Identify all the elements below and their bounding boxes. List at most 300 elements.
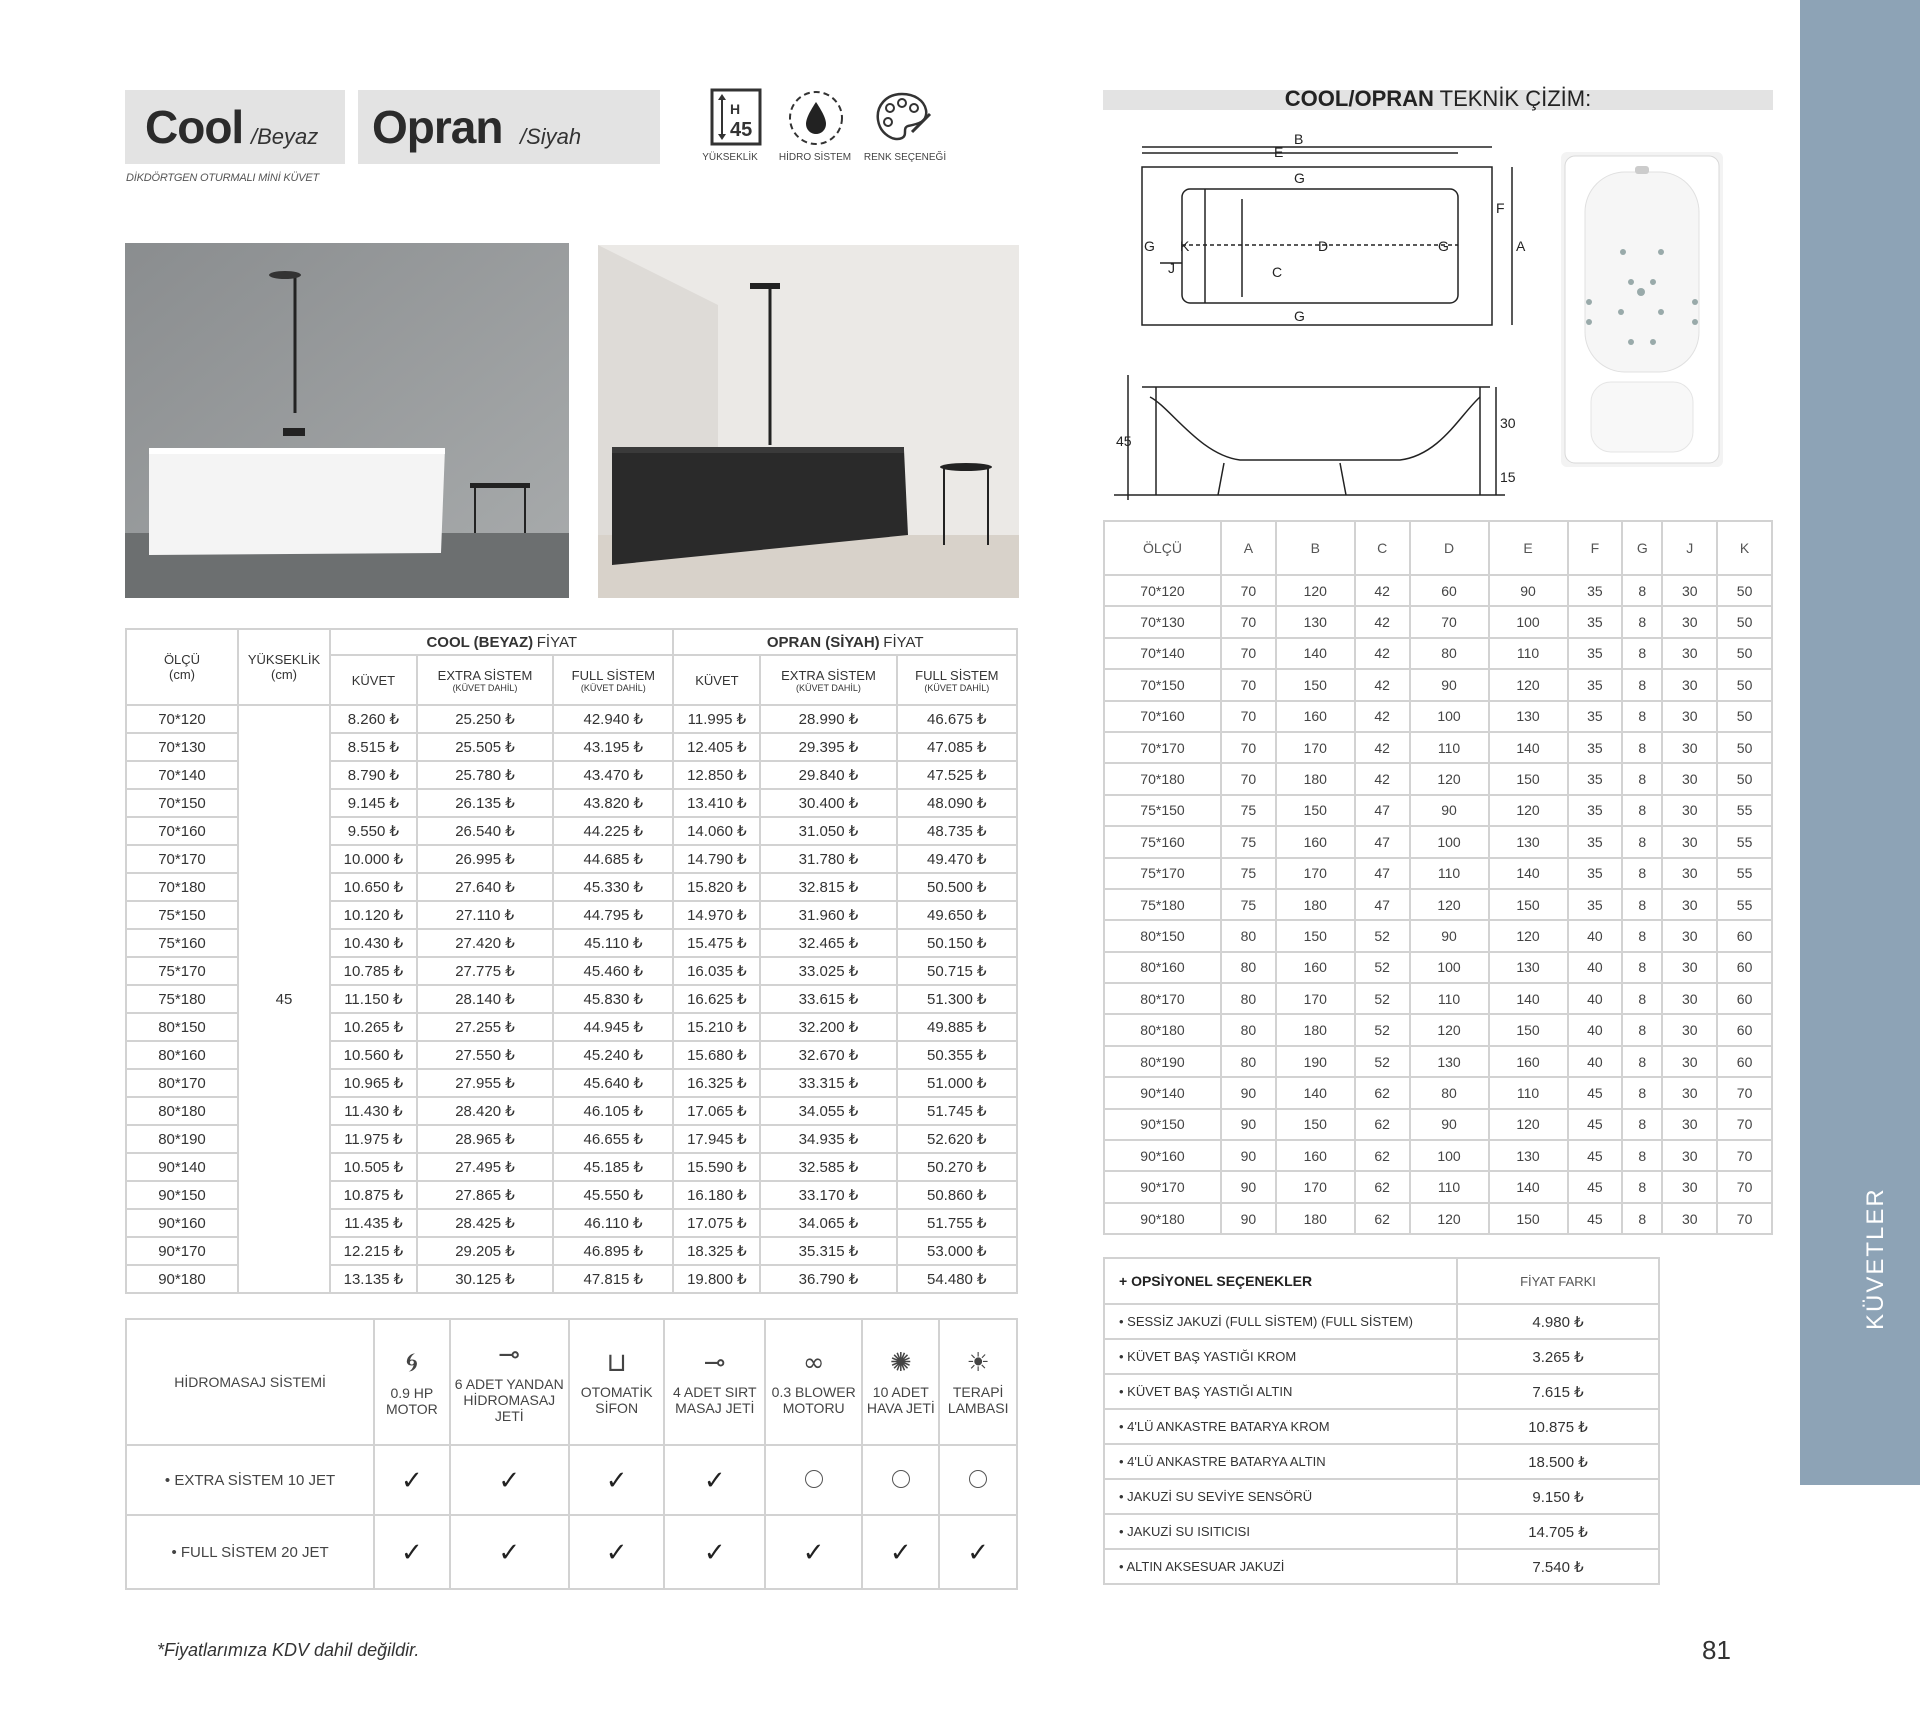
dimension-cell: 47 xyxy=(1355,889,1410,920)
price-cell: 26.540 ₺ xyxy=(417,817,553,845)
price-cell: 42.940 ₺ xyxy=(553,705,673,733)
svg-text:H: H xyxy=(730,101,741,117)
size-cell: 70*130 xyxy=(126,733,238,761)
price-cell: 27.775 ₺ xyxy=(417,957,553,985)
price-cell: 10.265 ₺ xyxy=(330,1013,417,1041)
option-label: • SESSİZ JAKUZİ (FULL SİSTEM) (FULL SİSTEM) xyxy=(1104,1304,1457,1339)
dimension-cell: 120 xyxy=(1489,669,1568,700)
dimension-cell: 120 xyxy=(1489,920,1568,951)
price-cell: 46.655 ₺ xyxy=(553,1125,673,1153)
dimension-cell: 45 xyxy=(1568,1109,1623,1140)
tech-header-cell: ÖLÇÜ xyxy=(1104,521,1221,575)
table-row xyxy=(1104,826,1772,857)
table-row xyxy=(1104,952,1772,983)
dimension-cell: 42 xyxy=(1355,701,1410,732)
dimension-cell: 140 xyxy=(1489,1171,1568,1202)
hydro-row-label: • FULL SİSTEM 20 JET xyxy=(126,1515,374,1589)
option-label: • KÜVET BAŞ YASTIĞI ALTIN xyxy=(1104,1374,1457,1409)
price-cell: 32.670 ₺ xyxy=(760,1041,896,1069)
price-cell: 34.935 ₺ xyxy=(760,1125,896,1153)
dimension-cell: 70 xyxy=(1717,1171,1772,1202)
technical-dimensions-table xyxy=(1103,520,1773,1235)
price-cell: 27.640 ₺ xyxy=(417,873,553,901)
option-row xyxy=(1104,1479,1659,1514)
dimension-cell: 60 xyxy=(1717,1046,1772,1077)
dimension-cell: 80 xyxy=(1221,952,1276,983)
dimension-cell: 150 xyxy=(1489,889,1568,920)
size-cell: 90*150 xyxy=(1104,1109,1221,1140)
dimension-cell: 120 xyxy=(1276,575,1355,606)
dimension-cell: 30 xyxy=(1662,701,1717,732)
option-price: 3.265 ₺ xyxy=(1457,1339,1659,1374)
dimension-cell: 120 xyxy=(1410,1014,1489,1045)
price-cell: 46.105 ₺ xyxy=(553,1097,673,1125)
dimension-cell: 100 xyxy=(1410,701,1489,732)
price-cell: 13.410 ₺ xyxy=(673,789,760,817)
price-cell: 44.795 ₺ xyxy=(553,901,673,929)
sub-header-kuvet: KÜVET xyxy=(673,655,760,705)
price-cell: 45.330 ₺ xyxy=(553,873,673,901)
table-row xyxy=(1104,638,1772,669)
dimension-cell: 110 xyxy=(1410,732,1489,763)
motor-swirl-icon: 🌀︎ xyxy=(405,1347,418,1378)
price-cell: 10.430 ₺ xyxy=(330,929,417,957)
dimension-cell: 75 xyxy=(1221,889,1276,920)
dimension-cell: 35 xyxy=(1568,606,1623,637)
dimension-cell: 8 xyxy=(1622,1046,1662,1077)
cool-white-bathtub-photo xyxy=(125,243,569,598)
dimension-cell: 90 xyxy=(1489,575,1568,606)
feature-label-height: YÜKSEKLİK xyxy=(702,152,758,163)
size-cell: 90*140 xyxy=(1104,1077,1221,1108)
tech-header-cell: D xyxy=(1410,521,1489,575)
price-cell: 8.515 ₺ xyxy=(330,733,417,761)
dimension-cell: 35 xyxy=(1568,575,1623,606)
price-cell: 10.965 ₺ xyxy=(330,1069,417,1097)
vat-footnote: *Fiyatlarımıza KDV dahil değildir. xyxy=(157,1640,420,1660)
dimension-cell: 90 xyxy=(1221,1077,1276,1108)
size-cell: 90*140 xyxy=(126,1153,238,1181)
check-icon: ✓ xyxy=(664,1445,765,1515)
dimension-cell: 190 xyxy=(1276,1046,1355,1077)
dimension-cell: 30 xyxy=(1662,1046,1717,1077)
price-cell: 16.625 ₺ xyxy=(673,985,760,1013)
dimension-cell: 35 xyxy=(1568,858,1623,889)
tech-header-cell: A xyxy=(1221,521,1276,575)
dimension-cell: 120 xyxy=(1410,889,1489,920)
price-cell: 46.110 ₺ xyxy=(553,1209,673,1237)
dimension-cell: 30 xyxy=(1662,983,1717,1014)
price-cell: 10.120 ₺ xyxy=(330,901,417,929)
dimension-cell: 40 xyxy=(1568,952,1623,983)
dimension-cell: 50 xyxy=(1717,732,1772,763)
check-icon: ✓ xyxy=(862,1515,939,1589)
dimension-cell: 170 xyxy=(1276,732,1355,763)
dimension-cell: 62 xyxy=(1355,1077,1410,1108)
price-cell: 51.745 ₺ xyxy=(897,1097,1017,1125)
sub-header-extra: EXTRA SİSTEM (KÜVET DAHİL) xyxy=(417,655,553,705)
option-row xyxy=(1104,1374,1659,1409)
table-row xyxy=(1104,763,1772,794)
dimension-cell: 8 xyxy=(1622,638,1662,669)
price-cell: 45.460 ₺ xyxy=(553,957,673,985)
price-cell: 53.000 ₺ xyxy=(897,1237,1017,1265)
size-cell: 70*150 xyxy=(126,789,238,817)
dimension-cell: 40 xyxy=(1568,920,1623,951)
option-price: 7.540 ₺ xyxy=(1457,1549,1659,1584)
price-cell: 32.200 ₺ xyxy=(760,1013,896,1041)
svg-text:E: E xyxy=(1274,144,1284,160)
dimension-cell: 140 xyxy=(1276,638,1355,669)
dimension-cell: 70 xyxy=(1221,732,1276,763)
price-cell: 9.550 ₺ xyxy=(330,817,417,845)
dimension-cell: 50 xyxy=(1717,575,1772,606)
price-cell: 44.945 ₺ xyxy=(553,1013,673,1041)
dimension-cell: 30 xyxy=(1662,669,1717,700)
price-cell: 54.480 ₺ xyxy=(897,1265,1017,1293)
size-cell: 90*170 xyxy=(1104,1171,1221,1202)
price-cell: 28.990 ₺ xyxy=(760,705,896,733)
dimension-cell: 90 xyxy=(1221,1109,1276,1140)
dimension-cell: 30 xyxy=(1662,638,1717,669)
dimension-cell: 130 xyxy=(1489,826,1568,857)
dimension-cell: 35 xyxy=(1568,763,1623,794)
size-cell: 75*180 xyxy=(1104,889,1221,920)
dimension-cell: 180 xyxy=(1276,1014,1355,1045)
price-cell: 27.110 ₺ xyxy=(417,901,553,929)
dimension-cell: 45 xyxy=(1568,1077,1623,1108)
price-cell: 50.860 ₺ xyxy=(897,1181,1017,1209)
tech-header-cell: G xyxy=(1622,521,1662,575)
dimension-cell: 150 xyxy=(1276,669,1355,700)
size-cell: 70*170 xyxy=(126,845,238,873)
check-icon: ✓ xyxy=(939,1515,1017,1589)
svg-text:G: G xyxy=(1438,238,1449,254)
dimension-cell: 30 xyxy=(1662,1109,1717,1140)
svg-text:15: 15 xyxy=(1500,469,1516,485)
size-cell: 70*180 xyxy=(126,873,238,901)
price-cell: 15.475 ₺ xyxy=(673,929,760,957)
price-cell: 49.650 ₺ xyxy=(897,901,1017,929)
price-cell: 48.090 ₺ xyxy=(897,789,1017,817)
table-row xyxy=(1104,1203,1772,1234)
dimension-cell: 130 xyxy=(1489,952,1568,983)
dimension-cell: 52 xyxy=(1355,920,1410,951)
dimension-cell: 8 xyxy=(1622,858,1662,889)
tech-header-cell: C xyxy=(1355,521,1410,575)
price-cell: 27.495 ₺ xyxy=(417,1153,553,1181)
size-cell: 75*150 xyxy=(126,901,238,929)
table-row xyxy=(1104,732,1772,763)
dimension-cell: 30 xyxy=(1662,1014,1717,1045)
hydro-feature: ⊔ OTOMATİK SİFON xyxy=(569,1319,664,1445)
price-cell: 32.585 ₺ xyxy=(760,1153,896,1181)
price-cell: 46.675 ₺ xyxy=(897,705,1017,733)
dimension-cell: 35 xyxy=(1568,638,1623,669)
dimension-cell: 42 xyxy=(1355,763,1410,794)
sub-header-kuvet: KÜVET xyxy=(330,655,417,705)
option-row xyxy=(1104,1409,1659,1444)
check-icon: ✓ xyxy=(569,1515,664,1589)
dimension-cell: 170 xyxy=(1276,858,1355,889)
table-row xyxy=(1104,1171,1772,1202)
table-row xyxy=(1104,1077,1772,1108)
dimension-cell: 8 xyxy=(1622,1171,1662,1202)
category-label: KÜVETLER xyxy=(1862,1187,1889,1330)
price-cell: 15.590 ₺ xyxy=(673,1153,760,1181)
dimension-cell: 30 xyxy=(1662,1140,1717,1171)
dimension-cell: 30 xyxy=(1662,606,1717,637)
price-cell: 51.000 ₺ xyxy=(897,1069,1017,1097)
dimension-cell: 42 xyxy=(1355,669,1410,700)
price-cell: 49.470 ₺ xyxy=(897,845,1017,873)
dimension-cell: 80 xyxy=(1410,1077,1489,1108)
technical-drawing xyxy=(1100,125,1526,500)
price-cell: 34.055 ₺ xyxy=(760,1097,896,1125)
option-price: 18.500 ₺ xyxy=(1457,1444,1659,1479)
price-cell: 48.735 ₺ xyxy=(897,817,1017,845)
price-cell: 52.620 ₺ xyxy=(897,1125,1017,1153)
price-cell: 30.125 ₺ xyxy=(417,1265,553,1293)
price-cell: 15.680 ₺ xyxy=(673,1041,760,1069)
dimension-cell: 8 xyxy=(1622,983,1662,1014)
dimension-cell: 70 xyxy=(1221,638,1276,669)
price-cell: 12.850 ₺ xyxy=(673,761,760,789)
dimension-cell: 52 xyxy=(1355,952,1410,983)
dimension-cell: 30 xyxy=(1662,795,1717,826)
price-cell: 47.525 ₺ xyxy=(897,761,1017,789)
dimension-cell: 160 xyxy=(1276,701,1355,732)
price-cell: 14.060 ₺ xyxy=(673,817,760,845)
table-row xyxy=(1104,1014,1772,1045)
size-cell: 70*140 xyxy=(126,761,238,789)
hydro-row-label: • EXTRA SİSTEM 10 JET xyxy=(126,1445,374,1515)
dimension-cell: 70 xyxy=(1410,606,1489,637)
option-label: • JAKUZİ SU SEVİYE SENSÖRÜ xyxy=(1104,1479,1457,1514)
hydro-row xyxy=(126,1445,1017,1515)
hydromassage-table xyxy=(125,1318,1018,1590)
dimension-cell: 47 xyxy=(1355,795,1410,826)
svg-text:J: J xyxy=(1168,260,1175,276)
empty-circle-icon xyxy=(862,1445,939,1515)
price-cell: 18.325 ₺ xyxy=(673,1237,760,1265)
price-cell: 45.240 ₺ xyxy=(553,1041,673,1069)
price-cell: 27.550 ₺ xyxy=(417,1041,553,1069)
dimension-cell: 30 xyxy=(1662,763,1717,794)
price-cell: 27.255 ₺ xyxy=(417,1013,553,1041)
price-cell: 27.955 ₺ xyxy=(417,1069,553,1097)
dimension-cell: 35 xyxy=(1568,669,1623,700)
side-jet-icon: ⊸ xyxy=(498,1340,521,1370)
hydro-feature: ⊸ 4 ADET SIRT MASAJ JETİ xyxy=(664,1319,765,1445)
size-cell: 70*120 xyxy=(126,705,238,733)
size-cell: 80*150 xyxy=(1104,920,1221,951)
price-header-cool: COOL (BEYAZ) FİYAT xyxy=(330,629,673,655)
dimension-cell: 8 xyxy=(1622,1109,1662,1140)
price-cell: 50.500 ₺ xyxy=(897,873,1017,901)
price-cell: 16.180 ₺ xyxy=(673,1181,760,1209)
dimension-cell: 52 xyxy=(1355,1014,1410,1045)
size-cell: 90*180 xyxy=(1104,1203,1221,1234)
size-cell: 75*170 xyxy=(1104,858,1221,889)
dimension-cell: 8 xyxy=(1622,732,1662,763)
price-cell: 10.000 ₺ xyxy=(330,845,417,873)
dimension-cell: 60 xyxy=(1410,575,1489,606)
price-cell: 10.505 ₺ xyxy=(330,1153,417,1181)
dimension-cell: 180 xyxy=(1276,889,1355,920)
price-cell: 43.820 ₺ xyxy=(553,789,673,817)
empty-circle-icon xyxy=(939,1445,1017,1515)
option-label: • 4'LÜ ANKASTRE BATARYA KROM xyxy=(1104,1409,1457,1444)
dimension-cell: 55 xyxy=(1717,826,1772,857)
price-cell: 32.465 ₺ xyxy=(760,929,896,957)
dimension-cell: 62 xyxy=(1355,1109,1410,1140)
empty-circle-icon xyxy=(765,1445,862,1515)
price-cell: 33.615 ₺ xyxy=(760,985,896,1013)
price-cell: 50.270 ₺ xyxy=(897,1153,1017,1181)
price-cell: 35.315 ₺ xyxy=(760,1237,896,1265)
option-price: 4.980 ₺ xyxy=(1457,1304,1659,1339)
dimension-cell: 120 xyxy=(1489,795,1568,826)
check-icon: ✓ xyxy=(765,1515,862,1589)
price-header-size: ÖLÇÜ (cm) xyxy=(126,629,238,705)
price-cell: 36.790 ₺ xyxy=(760,1265,896,1293)
price-cell: 10.875 ₺ xyxy=(330,1181,417,1209)
price-cell: 15.820 ₺ xyxy=(673,873,760,901)
size-cell: 80*160 xyxy=(126,1041,238,1069)
size-cell: 70*120 xyxy=(1104,575,1221,606)
size-cell: 70*170 xyxy=(1104,732,1221,763)
size-cell: 80*190 xyxy=(126,1125,238,1153)
price-cell: 45.185 ₺ xyxy=(553,1153,673,1181)
table-row xyxy=(1104,701,1772,732)
page-number: 81 xyxy=(1702,1635,1731,1665)
table-row xyxy=(1104,606,1772,637)
hydro-feature: ☀ TERAPİ LAMBASI xyxy=(939,1319,1017,1445)
sub-header-full: FULL SİSTEM (KÜVET DAHİL) xyxy=(553,655,673,705)
check-icon: ✓ xyxy=(450,1445,569,1515)
price-cell: 31.960 ₺ xyxy=(760,901,896,929)
option-row xyxy=(1104,1304,1659,1339)
dimension-cell: 150 xyxy=(1276,920,1355,951)
siphon-icon: ⊔ xyxy=(606,1348,627,1378)
dimension-cell: 160 xyxy=(1489,1046,1568,1077)
option-price: 9.150 ₺ xyxy=(1457,1479,1659,1514)
size-cell: 75*180 xyxy=(126,985,238,1013)
price-cell: 49.885 ₺ xyxy=(897,1013,1017,1041)
product2-name: Opran xyxy=(372,101,503,153)
dimension-cell: 160 xyxy=(1276,952,1355,983)
price-cell: 10.785 ₺ xyxy=(330,957,417,985)
dimension-cell: 8 xyxy=(1622,763,1662,794)
dimension-cell: 42 xyxy=(1355,638,1410,669)
table-row xyxy=(1104,889,1772,920)
option-price: 10.875 ₺ xyxy=(1457,1409,1659,1444)
size-cell: 80*170 xyxy=(1104,983,1221,1014)
dimension-cell: 130 xyxy=(1489,1140,1568,1171)
dimension-cell: 70 xyxy=(1717,1203,1772,1234)
dimension-cell: 70 xyxy=(1717,1109,1772,1140)
dimension-cell: 70 xyxy=(1717,1077,1772,1108)
price-cell: 45.640 ₺ xyxy=(553,1069,673,1097)
svg-text:G: G xyxy=(1294,308,1305,324)
option-label: • ALTIN AKSESUAR JAKUZİ xyxy=(1104,1549,1457,1584)
price-cell: 26.995 ₺ xyxy=(417,845,553,873)
dimension-cell: 35 xyxy=(1568,701,1623,732)
hydro-row xyxy=(126,1515,1017,1589)
dimension-cell: 80 xyxy=(1221,1014,1276,1045)
dimension-cell: 90 xyxy=(1410,669,1489,700)
dimension-cell: 90 xyxy=(1221,1140,1276,1171)
dimension-cell: 150 xyxy=(1489,1014,1568,1045)
dimension-cell: 110 xyxy=(1489,1077,1568,1108)
dimension-cell: 8 xyxy=(1622,1014,1662,1045)
dimension-cell: 170 xyxy=(1276,1171,1355,1202)
price-cell: 13.135 ₺ xyxy=(330,1265,417,1293)
dimension-cell: 150 xyxy=(1489,763,1568,794)
price-cell: 25.780 ₺ xyxy=(417,761,553,789)
price-cell: 11.995 ₺ xyxy=(673,705,760,733)
dimension-cell: 110 xyxy=(1410,983,1489,1014)
price-cell: 47.085 ₺ xyxy=(897,733,1017,761)
dimension-cell: 100 xyxy=(1410,952,1489,983)
tech-header-cell: B xyxy=(1276,521,1355,575)
hydro-feature: ∞ 0.3 BLOWER MOTORU xyxy=(765,1319,862,1445)
dimension-cell: 110 xyxy=(1489,638,1568,669)
table-row xyxy=(1104,1109,1772,1140)
dimension-cell: 140 xyxy=(1489,983,1568,1014)
svg-text:B: B xyxy=(1294,131,1304,147)
price-cell: 45.110 ₺ xyxy=(553,929,673,957)
price-cell: 51.300 ₺ xyxy=(897,985,1017,1013)
option-label: • JAKUZİ SU ISITICISI xyxy=(1104,1514,1457,1549)
dimension-cell: 30 xyxy=(1662,889,1717,920)
table-row xyxy=(1104,858,1772,889)
price-cell: 47.815 ₺ xyxy=(553,1265,673,1293)
dimension-cell: 8 xyxy=(1622,669,1662,700)
dimension-cell: 90 xyxy=(1410,920,1489,951)
product1-color: /Beyaz xyxy=(251,124,319,149)
opran-black-bathtub-photo xyxy=(598,245,1019,598)
dimension-cell: 150 xyxy=(1489,1203,1568,1234)
price-cell: 33.025 ₺ xyxy=(760,957,896,985)
option-price: 14.705 ₺ xyxy=(1457,1514,1659,1549)
price-table xyxy=(125,628,1018,1294)
dimension-cell: 130 xyxy=(1489,701,1568,732)
dimension-cell: 70 xyxy=(1221,575,1276,606)
size-cell: 90*180 xyxy=(126,1265,238,1293)
price-cell: 45.550 ₺ xyxy=(553,1181,673,1209)
dimension-cell: 90 xyxy=(1410,1109,1489,1140)
price-cell: 25.250 ₺ xyxy=(417,705,553,733)
category-side-tab xyxy=(1800,0,1920,1485)
price-cell: 16.035 ₺ xyxy=(673,957,760,985)
dimension-cell: 8 xyxy=(1622,795,1662,826)
size-cell: 90*160 xyxy=(1104,1140,1221,1171)
price-header-height: YÜKSEKLİK (cm) xyxy=(238,629,330,705)
price-cell: 45.830 ₺ xyxy=(553,985,673,1013)
size-cell: 70*160 xyxy=(1104,701,1221,732)
price-cell: 8.260 ₺ xyxy=(330,705,417,733)
price-cell: 27.420 ₺ xyxy=(417,929,553,957)
svg-text:D: D xyxy=(1318,238,1329,254)
dimension-cell: 42 xyxy=(1355,606,1410,637)
size-cell: 80*170 xyxy=(126,1069,238,1097)
price-cell: 46.895 ₺ xyxy=(553,1237,673,1265)
dimension-cell: 140 xyxy=(1489,732,1568,763)
dimension-cell: 8 xyxy=(1622,606,1662,637)
dimension-cell: 75 xyxy=(1221,858,1276,889)
